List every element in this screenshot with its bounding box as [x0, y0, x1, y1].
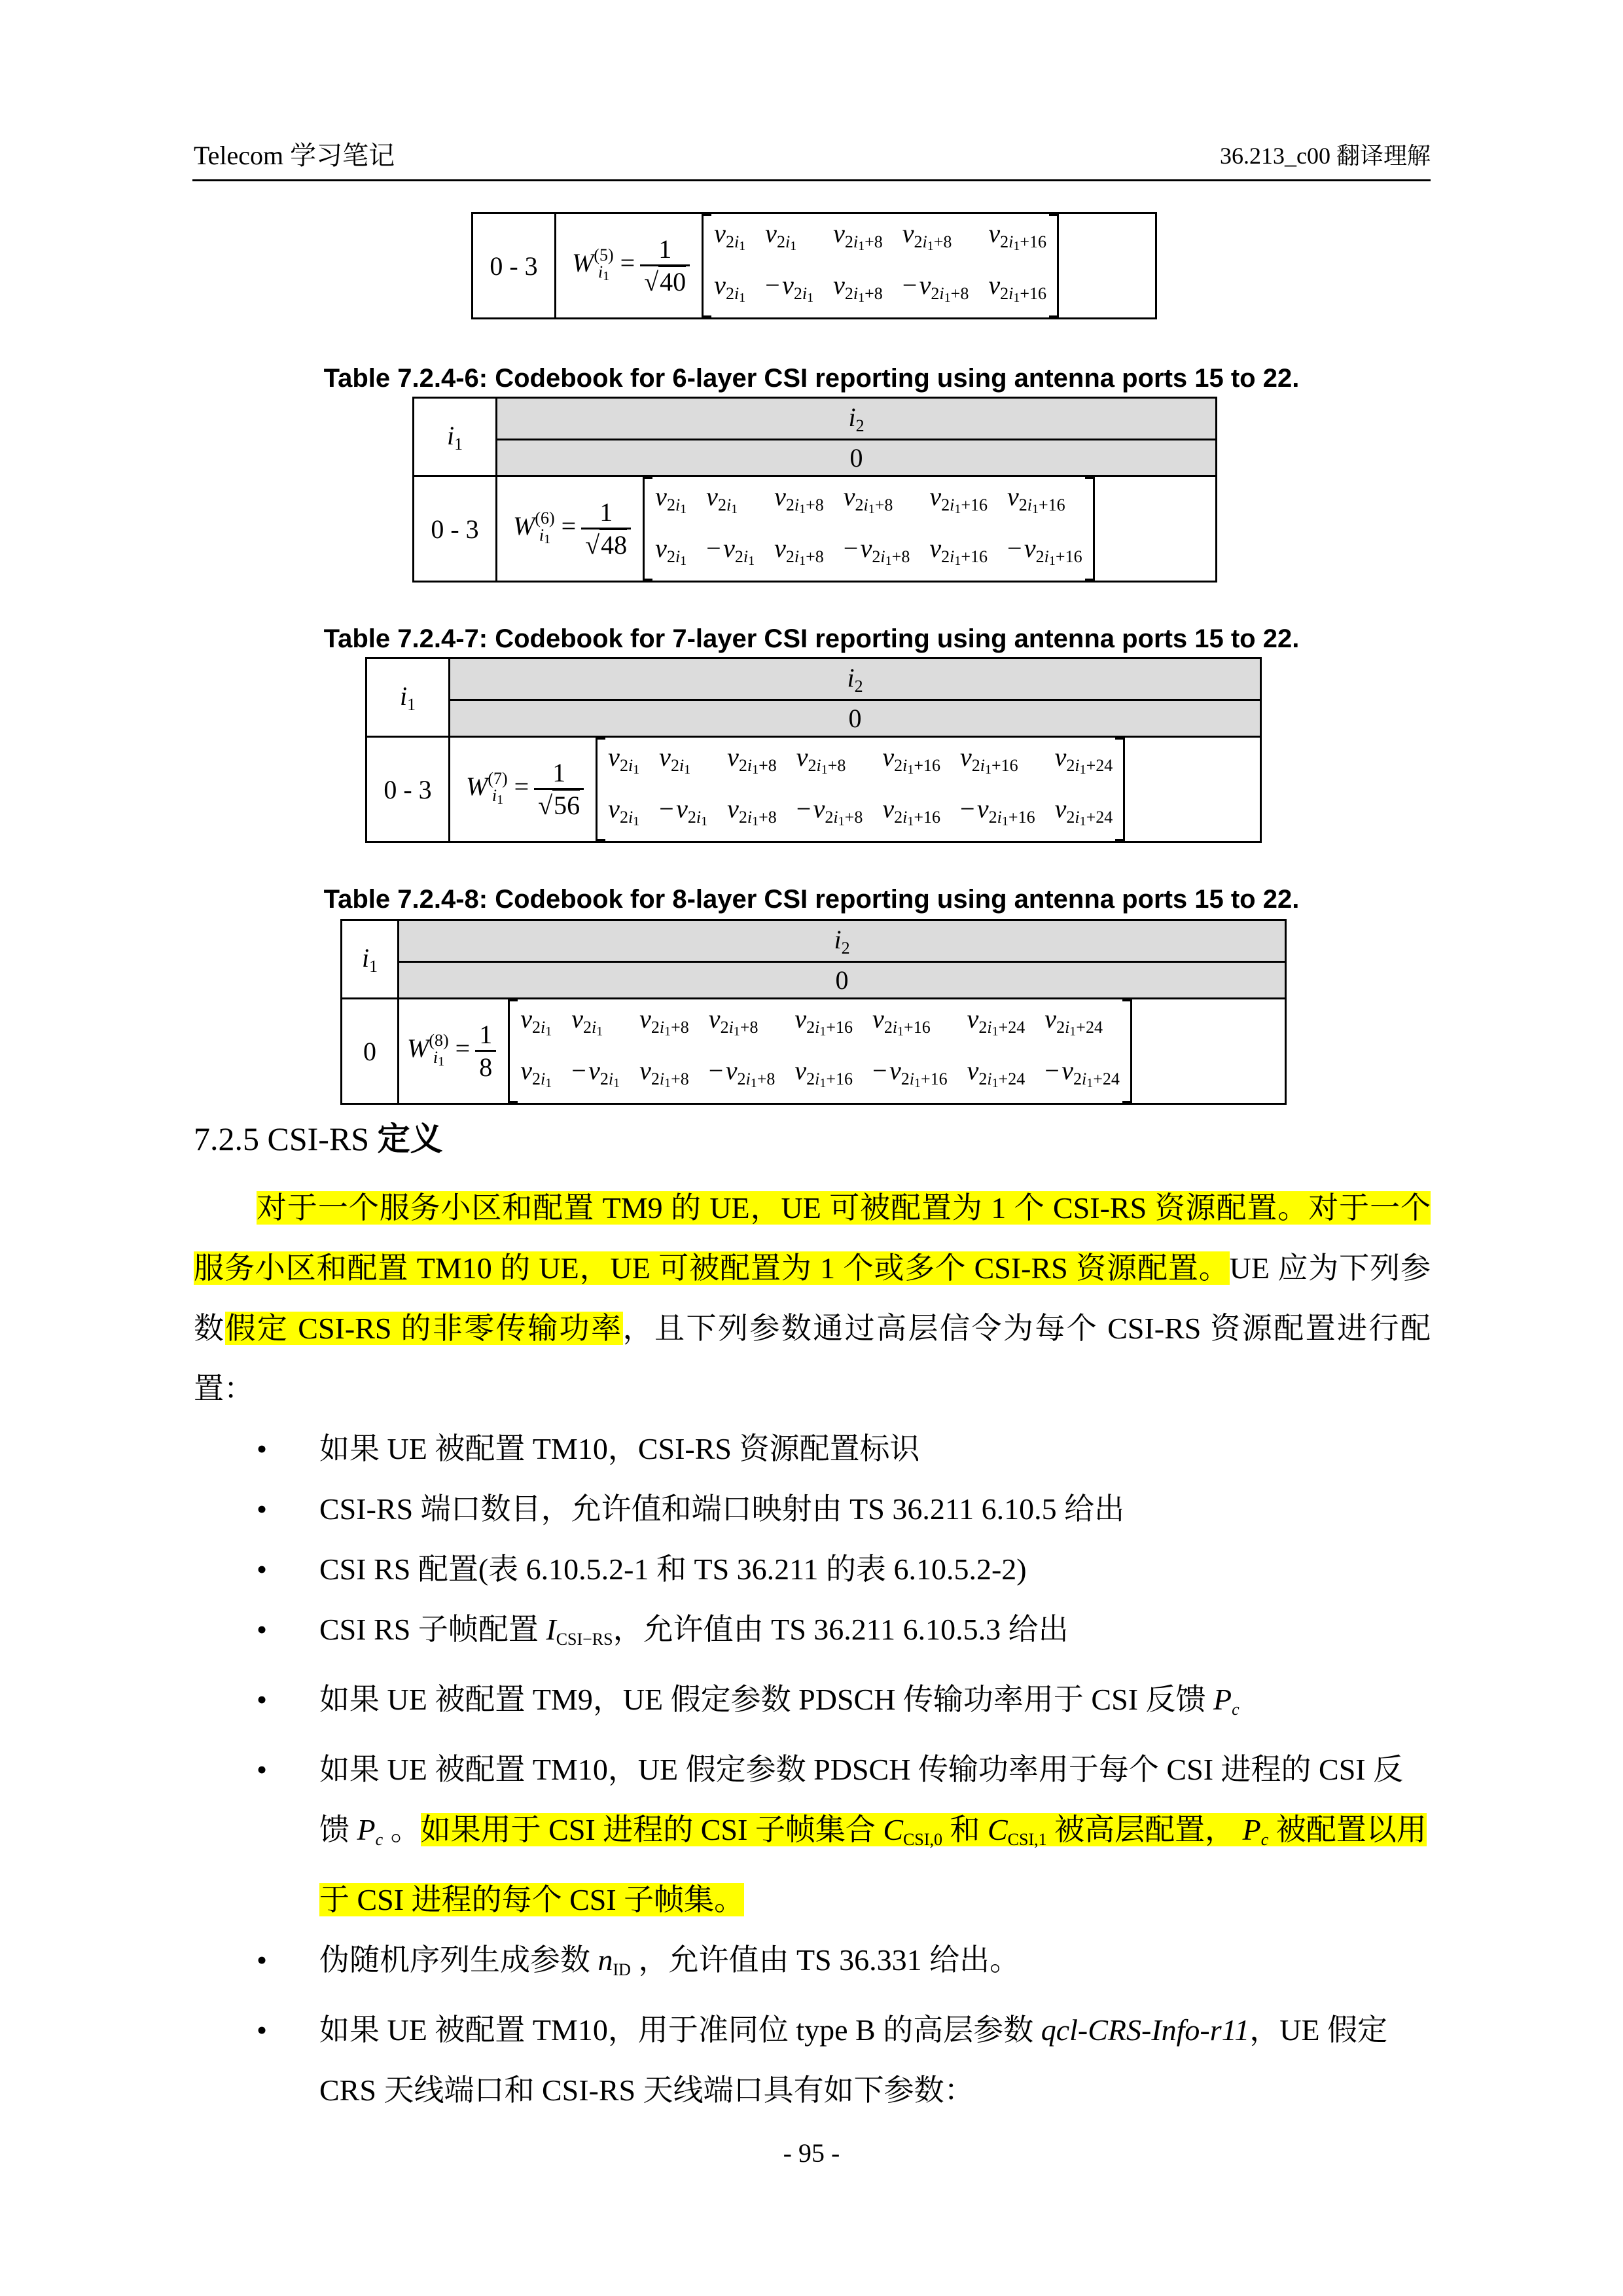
i2-header: $i_2$ — [450, 658, 1261, 700]
list-item: • 如果 UE 被配置 TM9，UE 假定参数 PDSCH 传输功率用于 CSI 反馈 $P_c$ — [194, 1670, 1431, 1740]
matrix-entry: $v_{2i1+8}$ — [833, 270, 883, 305]
formula — [399, 999, 1285, 1103]
i1-sub: 1 — [454, 434, 463, 454]
highlight-2: 假定 CSI-RS 的非零传输功率 — [225, 1312, 623, 1345]
matrix-entry: − $v_{2i1+8}$ — [796, 794, 863, 829]
matrix-entry: $v_{2i1+16}$ — [882, 794, 940, 829]
codebook-matrix — [596, 738, 1125, 841]
matrix-entry: $v_{2i1+8}$ — [833, 219, 883, 253]
matrix-entry: $v_{2i1}$ — [571, 1004, 603, 1039]
table-6 — [412, 397, 1217, 583]
i1-header: $i_1$ — [342, 920, 399, 999]
i1-header: $i_1$ — [414, 398, 497, 476]
list-item: • CSI RS 配置(表 6.10.5.2-1 和 TS 36.211 的表 6.10.5.2-2) — [194, 1539, 1431, 1600]
matrix-entry: − $v_{2i1}$ — [659, 794, 708, 829]
table-7 — [365, 657, 1262, 843]
codebook-formula — [399, 999, 1286, 1104]
highlight-3: 如果用于 CSI 进程的 CSI 子帧集合 $C_{CSI,0}$ 和 $C_{CSI,1}$ 被高层配置， $P_c$ 被配置以用于 CSI 进程的每个 CSI 子帧集。 — [319, 1813, 1427, 1916]
coef-den: √40 — [640, 264, 690, 296]
list-item: • 如果 UE 被配置 TM10，UE 假定参数 PDSCH 传输功率用于每个 CSI 进程的 CSI 反馈 $P_c$ 。如果用于 CSI 进程的 CSI 子帧集合 $C_{CSI,0}$ 和 $C_{CSI,1}$ 被高层配置， $P_c$ 被配置以用于 CSI 进程的每个 CSI 子帧集。 — [194, 1740, 1431, 1930]
matrix-entry: $v_{2i1}$ — [714, 270, 746, 305]
matrix-entry: − $v_{2i1}$ — [571, 1056, 620, 1090]
codebook-matrix — [702, 214, 1059, 317]
layer-sup: (5) — [594, 245, 614, 264]
section-title: 定义 — [377, 1120, 443, 1158]
matrix-entry: $v_{2i1+24}$ — [1054, 794, 1113, 829]
matrix-entry: $v_{2i1+16}$ — [929, 533, 988, 568]
matrix-entry: $v_{2i1+8}$ — [708, 1004, 758, 1039]
table-5-tail — [471, 212, 1157, 319]
matrix-entry: $v_{2i1}$ — [608, 794, 640, 829]
layer-sup: (7) — [488, 769, 508, 788]
header-rule — [192, 179, 1431, 181]
codebook-formula — [450, 737, 1261, 842]
coef-num: 1 — [479, 1019, 493, 1049]
coef-den: 8 — [475, 1050, 496, 1082]
text-3: ，且下列参数通过高层信令为每个 CSI-RS 资源配置进行配置： — [194, 1312, 1431, 1405]
header-right: 36.213_c00 翻译理解 — [1220, 143, 1431, 169]
list-item: • CSI-RS 端口数目，允许值和端口映射由 TS 36.211 6.10.5 给出 — [194, 1479, 1431, 1539]
matrix-entry: $v_{2i1+16}$ — [882, 742, 940, 777]
matrix-entry: $v_{2i1}$ — [520, 1004, 552, 1039]
matrix-entry: − $v_{2i1+24}$ — [1044, 1056, 1120, 1090]
symbol-Pc: P — [1213, 1683, 1232, 1716]
normalization-fraction — [475, 1021, 496, 1082]
page-number: - 95 - — [783, 2138, 840, 2168]
matrix-entry: $v_{2i1+16}$ — [960, 742, 1018, 777]
i2-header: $i_2$ — [497, 398, 1217, 440]
table-6-caption: Table 7.2.4-6: Codebook for 6-layer CSI reporting using antenna ports 15 to 22. — [323, 364, 1300, 393]
matrix-entry: − $v_{2i1+8}$ — [902, 270, 969, 305]
list-item: • CSI RS 子帧配置 $I_{CSI-RS}$，允许值由 TS 36.211 6.10.5.3 给出 — [194, 1600, 1431, 1670]
layer-sup: (8) — [429, 1031, 449, 1050]
codebook-matrix — [508, 999, 1132, 1103]
coef-num: 1 — [658, 234, 672, 264]
table-7-caption: Table 7.2.4-7: Codebook for 7-layer CSI reporting using antenna ports 15 to 22. — [323, 624, 1300, 653]
matrix-entry: $v_{2i1+16}$ — [929, 482, 988, 516]
normalization-fraction — [581, 499, 631, 560]
i2-value: 0 — [450, 700, 1261, 737]
matrix-entry: − $v_{2i1+8}$ — [708, 1056, 776, 1090]
matrix-entry: − $v_{2i1+16}$ — [872, 1056, 948, 1090]
formula — [497, 477, 1215, 581]
formula-lhs: W (7) i1 = — [466, 769, 529, 807]
matrix-entry: $v_{2i1+16}$ — [988, 270, 1046, 305]
coef-num: 1 — [599, 497, 613, 527]
formula-lhs: W (5) i1 = — [572, 245, 635, 283]
matrix-entry: $v_{2i1+24}$ — [967, 1004, 1026, 1039]
matrix-entry: − $v_{2i1+16}$ — [960, 794, 1035, 829]
i1-value: 0 — [342, 999, 399, 1104]
text-2: UE 应为下列参数 — [194, 1251, 1431, 1345]
param-name: qcl-CRS-Info-r11 — [1041, 2013, 1250, 2047]
parameter-list — [194, 1419, 1431, 2121]
matrix-entry: $v_{2i1}$ — [655, 533, 687, 568]
matrix-entry: $v_{2i1+8}$ — [796, 742, 846, 777]
matrix-entry: $v_{2i1}$ — [765, 219, 797, 253]
matrix-entry: $v_{2i1}$ — [608, 742, 640, 777]
matrix-entry: $v_{2i1+16}$ — [988, 219, 1046, 253]
matrix-entry: $v_{2i1+24}$ — [1044, 1004, 1103, 1039]
matrix-entry: $v_{2i1+8}$ — [639, 1056, 689, 1090]
i2-header: $i_2$ — [399, 920, 1286, 962]
codebook-formula — [497, 476, 1217, 582]
layer-sup: (6) — [535, 509, 555, 528]
coef-den: √56 — [534, 788, 584, 820]
i1-value: 0 - 3 — [366, 737, 450, 842]
formula — [450, 738, 1260, 841]
list-item: • 如果 UE 被配置 TM10，用于准同位 type B 的高层参数 qcl-CRS-Info-r11，UE 假定 CRS 天线端口和 CSI-RS 天线端口具有如下参数： — [194, 2000, 1431, 2121]
i2-value: 0 — [399, 962, 1286, 999]
matrix-entry: $v_{2i1}$ — [655, 482, 687, 516]
coef-num: 1 — [552, 757, 566, 787]
i2-value: 0 — [497, 440, 1217, 476]
section-heading — [194, 1113, 443, 1160]
matrix-entry: $v_{2i1+8}$ — [843, 482, 893, 516]
matrix-entry: $v_{2i1}$ — [520, 1056, 552, 1090]
i1-value: 0 - 3 — [414, 476, 497, 582]
list-item: • 伪随机序列生成参数 $n_{ID}$ ，允许值由 TS 36.331 给出。 — [194, 1930, 1431, 2000]
i1-value: 0 - 3 — [473, 213, 556, 319]
coef-den: √48 — [581, 528, 631, 560]
matrix-entry: $v_{2i1+16}$ — [794, 1004, 853, 1039]
formula-lhs: W (8) i1 = — [407, 1031, 471, 1069]
table-8 — [340, 919, 1287, 1105]
header-left: Telecom 学习笔记 — [194, 141, 395, 170]
matrix-entry: $v_{2i1+8}$ — [639, 1004, 689, 1039]
codebook-formula — [556, 213, 1156, 319]
codebook-matrix — [643, 477, 1094, 581]
matrix-entry: − $v_{2i1}$ — [765, 270, 814, 305]
matrix-entry: $v_{2i1+24}$ — [1054, 742, 1113, 777]
symbol-nID: n — [597, 1943, 613, 1977]
matrix-entry: $v_{2i1+8}$ — [774, 482, 824, 516]
body-paragraph — [194, 1178, 1431, 1419]
matrix-entry: $v_{2i1+8}$ — [727, 794, 777, 829]
matrix-entry: $v_{2i1}$ — [706, 482, 738, 516]
table-8-caption: Table 7.2.4-8: Codebook for 8-layer CSI reporting using antenna ports 15 to 22. — [323, 885, 1300, 914]
normalization-fraction — [640, 236, 690, 296]
i1-header: $i_1$ — [366, 658, 450, 737]
formula-lhs: W (6) i1 = — [513, 509, 577, 547]
matrix-entry: $v_{2i1+16}$ — [1007, 482, 1065, 516]
matrix-entry: $v_{2i1+8}$ — [727, 742, 777, 777]
normalization-fraction — [534, 759, 584, 820]
matrix-entry: − $v_{2i1+16}$ — [1007, 533, 1082, 568]
matrix-entry: $v_{2i1+16}$ — [872, 1004, 931, 1039]
matrix-entry: − $v_{2i1+8}$ — [843, 533, 910, 568]
matrix-entry: $v_{2i1}$ — [714, 219, 746, 253]
list-item: • 如果 UE 被配置 TM10，CSI-RS 资源配置标识 — [194, 1419, 1431, 1479]
matrix-entry: $v_{2i1+8}$ — [902, 219, 952, 253]
matrix-entry: $v_{2i1+16}$ — [794, 1056, 853, 1090]
section-number: 7.2.5 CSI-RS — [194, 1121, 370, 1157]
symbol-I: I — [546, 1613, 556, 1646]
matrix-entry: $v_{2i1+8}$ — [774, 533, 824, 568]
matrix-entry: $v_{2i1+24}$ — [967, 1056, 1026, 1090]
matrix-entry: $v_{2i1}$ — [659, 742, 691, 777]
formula — [556, 214, 1155, 317]
highlight-1: 对于一个服务小区和配置 TM9 的 UE，UE 可被配置为 1 个 CSI-RS 资源配置。对于一个服务小区和配置 TM10 的 UE，UE 可被配置为 1 个或多个 CSI-RS 资源配置。 — [194, 1191, 1431, 1285]
matrix-entry: − $v_{2i1}$ — [706, 533, 755, 568]
